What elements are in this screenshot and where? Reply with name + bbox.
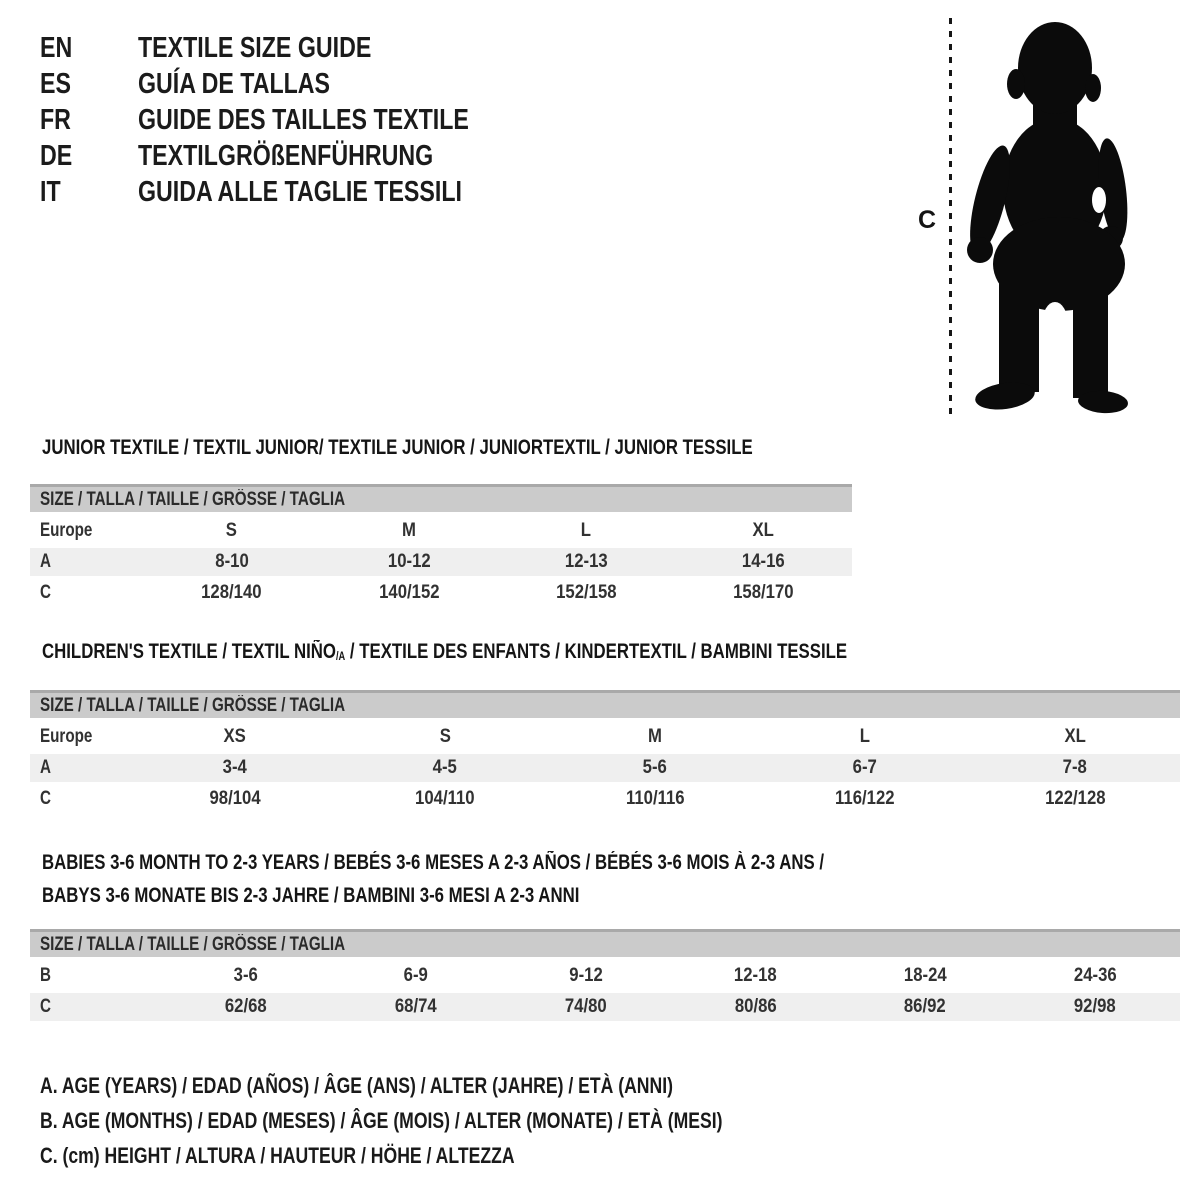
size-cell: M	[401, 520, 416, 541]
size-cell: XS	[223, 726, 247, 747]
language-label: GUIDA ALLE TAGLIE TESSILI	[138, 176, 462, 208]
size-header-bar: SIZE / TALLA / TAILLE / GRÖSSE / TAGLIA	[30, 929, 1180, 957]
row-label: A	[40, 551, 51, 572]
language-code: ES	[40, 68, 71, 100]
language-label: TEXTILE SIZE GUIDE	[138, 32, 372, 64]
size-cell: L	[581, 520, 592, 541]
age-cell: 9-12	[568, 965, 603, 986]
age-cell: 24-36	[1073, 965, 1117, 986]
row-label: A	[40, 757, 51, 778]
row-label: Europe	[40, 520, 93, 541]
height-cell: 62/68	[224, 996, 267, 1017]
row-label: C	[40, 788, 51, 809]
language-row	[40, 138, 552, 174]
table-row	[30, 723, 1180, 751]
table-row	[30, 579, 852, 607]
babies-title-line1: BABIES 3-6 MONTH TO 2-3 YEARS / BEBÉS 3-6 MESES A 2-3 AÑOS / BÉBÉS 3-6 MOIS À 2-3 ANS /	[42, 851, 825, 874]
age-cell: 3-6	[233, 965, 258, 986]
row-label: B	[40, 965, 51, 986]
size-cell: S	[439, 726, 451, 747]
language-code: DE	[40, 140, 73, 172]
size-header-bar: SIZE / TALLA / TAILLE / GRÖSSE / TAGLIA	[30, 484, 852, 512]
footnotes	[40, 1068, 893, 1173]
age-cell: 12-13	[564, 551, 608, 572]
language-label: TEXTILGRÖßENFÜHRUNG	[138, 140, 434, 172]
junior-section-title: JUNIOR TEXTILE / TEXTIL JUNIOR/ TEXTILE JUNIOR / JUNIORTEXTIL / JUNIOR TESSILE	[42, 436, 753, 459]
height-cell: 110/116	[625, 788, 685, 809]
height-cell: 74/80	[564, 996, 607, 1017]
table-row	[30, 548, 852, 576]
age-cell: 14-16	[741, 551, 785, 572]
height-cell: 140/152	[378, 582, 440, 603]
language-row	[40, 102, 552, 138]
babies-title-line2: BABYS 3-6 MONATE BIS 2-3 JAHRE / BAMBINI 3-6 MESI A 2-3 ANNI	[42, 884, 580, 907]
table-row	[30, 785, 1180, 813]
height-cell: 68/74	[394, 996, 437, 1017]
height-cell: 92/98	[1074, 996, 1116, 1017]
age-cell: 8-10	[214, 551, 249, 572]
language-row	[40, 66, 552, 102]
size-cell: L	[859, 726, 871, 747]
language-row	[40, 30, 552, 66]
children-size-table	[30, 690, 1180, 813]
children-section-title: CHILDREN'S TEXTILE / TEXTIL NIÑO/A / TEXTILE DES ENFANTS / KINDERTEXTIL / BAMBINI TESSILE	[42, 640, 848, 664]
age-cell: 6-9	[403, 965, 428, 986]
row-label: Europe	[40, 726, 93, 747]
age-cell: 4-5	[432, 757, 458, 778]
height-cell: 116/122	[835, 788, 895, 809]
age-cell: 3-4	[222, 757, 248, 778]
height-measure-dashed-line	[949, 18, 952, 416]
age-cell: 10-12	[387, 551, 431, 572]
language-label: GUIDE DES TAILLES TEXTILE	[138, 104, 469, 136]
table-row	[30, 517, 852, 545]
footnote-line-b: B. AGE (MONTHS) / EDAD (MESES) / ÂGE (MOIS) / ALTER (MONATE) / ETÀ (MESI)	[40, 1108, 723, 1133]
table-row	[30, 962, 1180, 990]
age-cell: 6-7	[852, 757, 878, 778]
age-cell: 12-18	[734, 965, 777, 986]
size-cell: XL	[752, 520, 775, 541]
row-label: C	[40, 582, 51, 603]
language-label: GUÍA DE TALLAS	[138, 68, 331, 100]
height-cell: 98/104	[209, 788, 261, 809]
language-code: FR	[40, 104, 71, 136]
language-code: IT	[40, 176, 61, 208]
children-title-sub: /A	[335, 651, 346, 664]
height-figure	[880, 10, 1170, 422]
height-label-c: C	[917, 206, 937, 234]
language-row	[40, 174, 552, 210]
height-cell: 152/158	[555, 582, 617, 603]
size-cell: M	[648, 726, 662, 747]
size-cell: XL	[1064, 726, 1086, 747]
height-cell: 128/140	[201, 582, 262, 603]
babies-section-title	[42, 846, 1020, 912]
row-label: C	[40, 996, 51, 1017]
height-cell: 158/170	[733, 582, 794, 603]
age-cell: 18-24	[903, 965, 947, 986]
height-cell: 80/86	[734, 996, 777, 1017]
height-cell: 104/110	[415, 788, 475, 809]
language-list	[40, 30, 552, 210]
age-cell: 7-8	[1062, 757, 1088, 778]
junior-size-table	[30, 484, 852, 607]
table-row	[30, 754, 1180, 782]
height-cell: 86/92	[904, 996, 947, 1017]
footnote-line-a: A. AGE (YEARS) / EDAD (AÑOS) / ÂGE (ANS) / ALTER (JAHRE) / ETÀ (ANNI)	[40, 1073, 673, 1098]
size-cell: S	[226, 520, 238, 541]
footnote-line-c: C. (cm) HEIGHT / ALTURA / HAUTEUR / HÖHE / ALTEZZA	[40, 1143, 515, 1168]
babies-size-table	[30, 929, 1180, 1021]
height-cell: 122/128	[1044, 788, 1106, 809]
age-cell: 5-6	[642, 757, 668, 778]
size-header-bar: SIZE / TALLA / TAILLE / GRÖSSE / TAGLIA	[30, 690, 1180, 718]
table-row	[30, 993, 1180, 1021]
toddler-silhouette-icon	[963, 18, 1135, 418]
language-code: EN	[40, 32, 73, 64]
